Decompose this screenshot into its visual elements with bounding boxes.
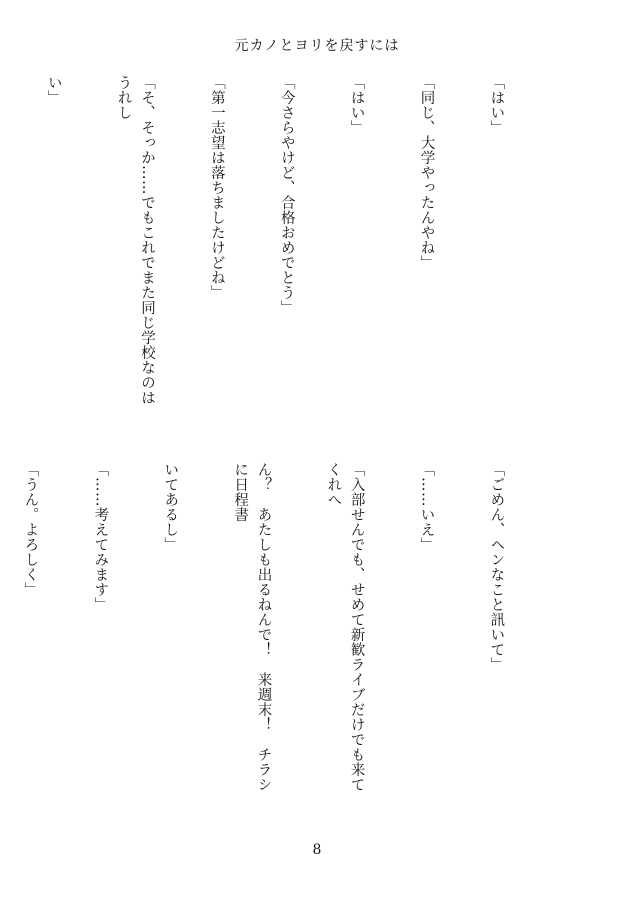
text-line: 「同じ、大学やったんやね」 — [418, 75, 435, 270]
text-line: 「はい」 — [348, 75, 365, 135]
text-line: ん？ あたしも出るねんで！ 来週末！ チラシに日程書 — [232, 462, 272, 792]
text-line: 「……いえ」 — [418, 462, 435, 552]
text-line: 「はい」 — [488, 75, 505, 135]
text-line: 「ごめん、ヘンなこと訊いて」 — [488, 462, 505, 672]
page-number: 8 — [312, 842, 322, 858]
text-line: 「入部せんでも、せめて新歓ライブだけでも来てくれへ — [325, 462, 365, 792]
page-title: 元カノとヨリを戻すには — [234, 38, 400, 54]
top-text-block — [45, 75, 554, 405]
text-line: 「そ、そっか……でもこれでまた同じ学校なのはうれし — [115, 75, 155, 405]
text-line: 「うん。よろしく」 — [22, 462, 39, 597]
text-line: い」 — [45, 75, 62, 105]
text-line: いてあるし」 — [162, 462, 179, 552]
bottom-text-block — [22, 462, 554, 792]
text-line: 「今さらやけど、合格おめでとう」 — [278, 75, 295, 315]
text-line: 「……考えてみます」 — [92, 462, 109, 612]
text-line: 「第一志望は落ちましたけどね」 — [208, 75, 225, 300]
